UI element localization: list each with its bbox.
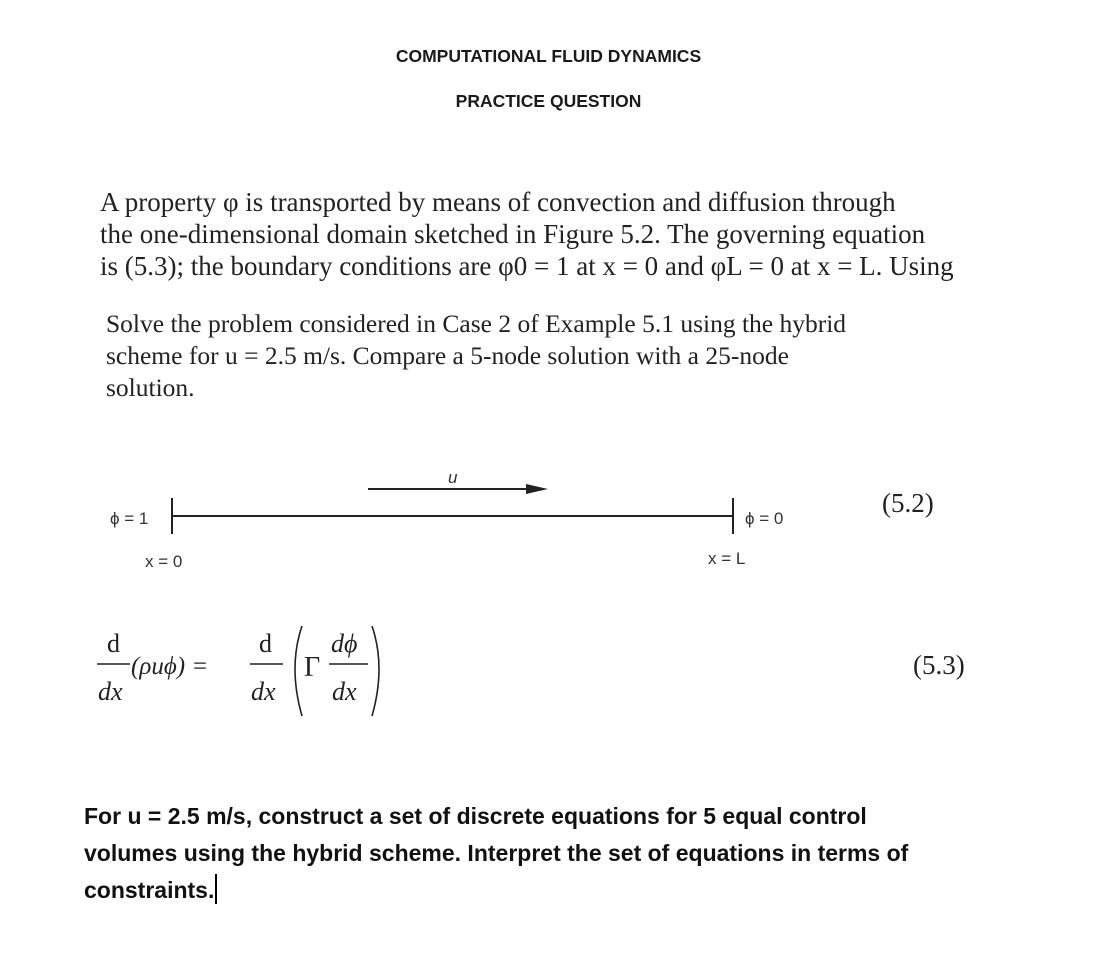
- x-right-label: x = L: [708, 549, 746, 568]
- velocity-label: u: [448, 468, 458, 487]
- equation-number: (5.3): [913, 650, 965, 680]
- intro-line-2: the one-dimensional domain sketched in Figure 5.2. The governing equation: [100, 219, 926, 249]
- x-left-label: x = 0: [145, 552, 183, 571]
- eq-dx-2: dx: [251, 677, 276, 706]
- left-boundary-condition: ϕ = 1: [110, 509, 149, 528]
- eq-right-paren: [372, 626, 379, 716]
- question-line-1[interactable]: For u = 2.5 m/s, construct a set of discrete equations for 5 equal control: [84, 803, 867, 829]
- intro-line-1: A property φ is transported by means of convection and diffusion through: [100, 187, 896, 217]
- question-line-3[interactable]: constraints.: [84, 877, 215, 903]
- figure-number: (5.2): [882, 488, 934, 518]
- task-line-3: solution.: [106, 373, 195, 402]
- document-title: COMPUTATIONAL FLUID DYNAMICS: [395, 46, 702, 66]
- eq-gamma: Γ: [304, 652, 321, 683]
- task-line-2: scheme for u = 2.5 m/s. Compare a 5-node solution with a 25-node: [106, 341, 789, 370]
- velocity-arrowhead-icon: [526, 484, 548, 494]
- eq-d-2: d: [259, 629, 272, 658]
- eq-dphi: dϕ: [331, 629, 358, 658]
- eq-dx-1: dx: [98, 677, 123, 706]
- task-line-1: Solve the problem considered in Case 2 of Example 5.1 using the hybrid: [106, 309, 847, 338]
- governing-equation: [90, 620, 410, 730]
- question-paragraph[interactable]: [84, 798, 990, 909]
- eq-left-paren: [295, 626, 302, 716]
- eq-dx-3: dx: [332, 677, 357, 706]
- eq-lhs-term: (ρuϕ) =: [131, 653, 209, 680]
- right-boundary-condition: ϕ = 0: [745, 509, 784, 528]
- eq-d-1: d: [107, 629, 120, 658]
- intro-line-3: is (5.3); the boundary conditions are φ0 = 1 at x = 0 and φL = 0 at x = L. Using: [100, 251, 954, 281]
- text-cursor: [215, 874, 217, 904]
- document-subtitle: PRACTICE QUESTION: [455, 91, 642, 111]
- question-line-2[interactable]: volumes using the hybrid scheme. Interpret the set of equations in terms of: [84, 840, 909, 866]
